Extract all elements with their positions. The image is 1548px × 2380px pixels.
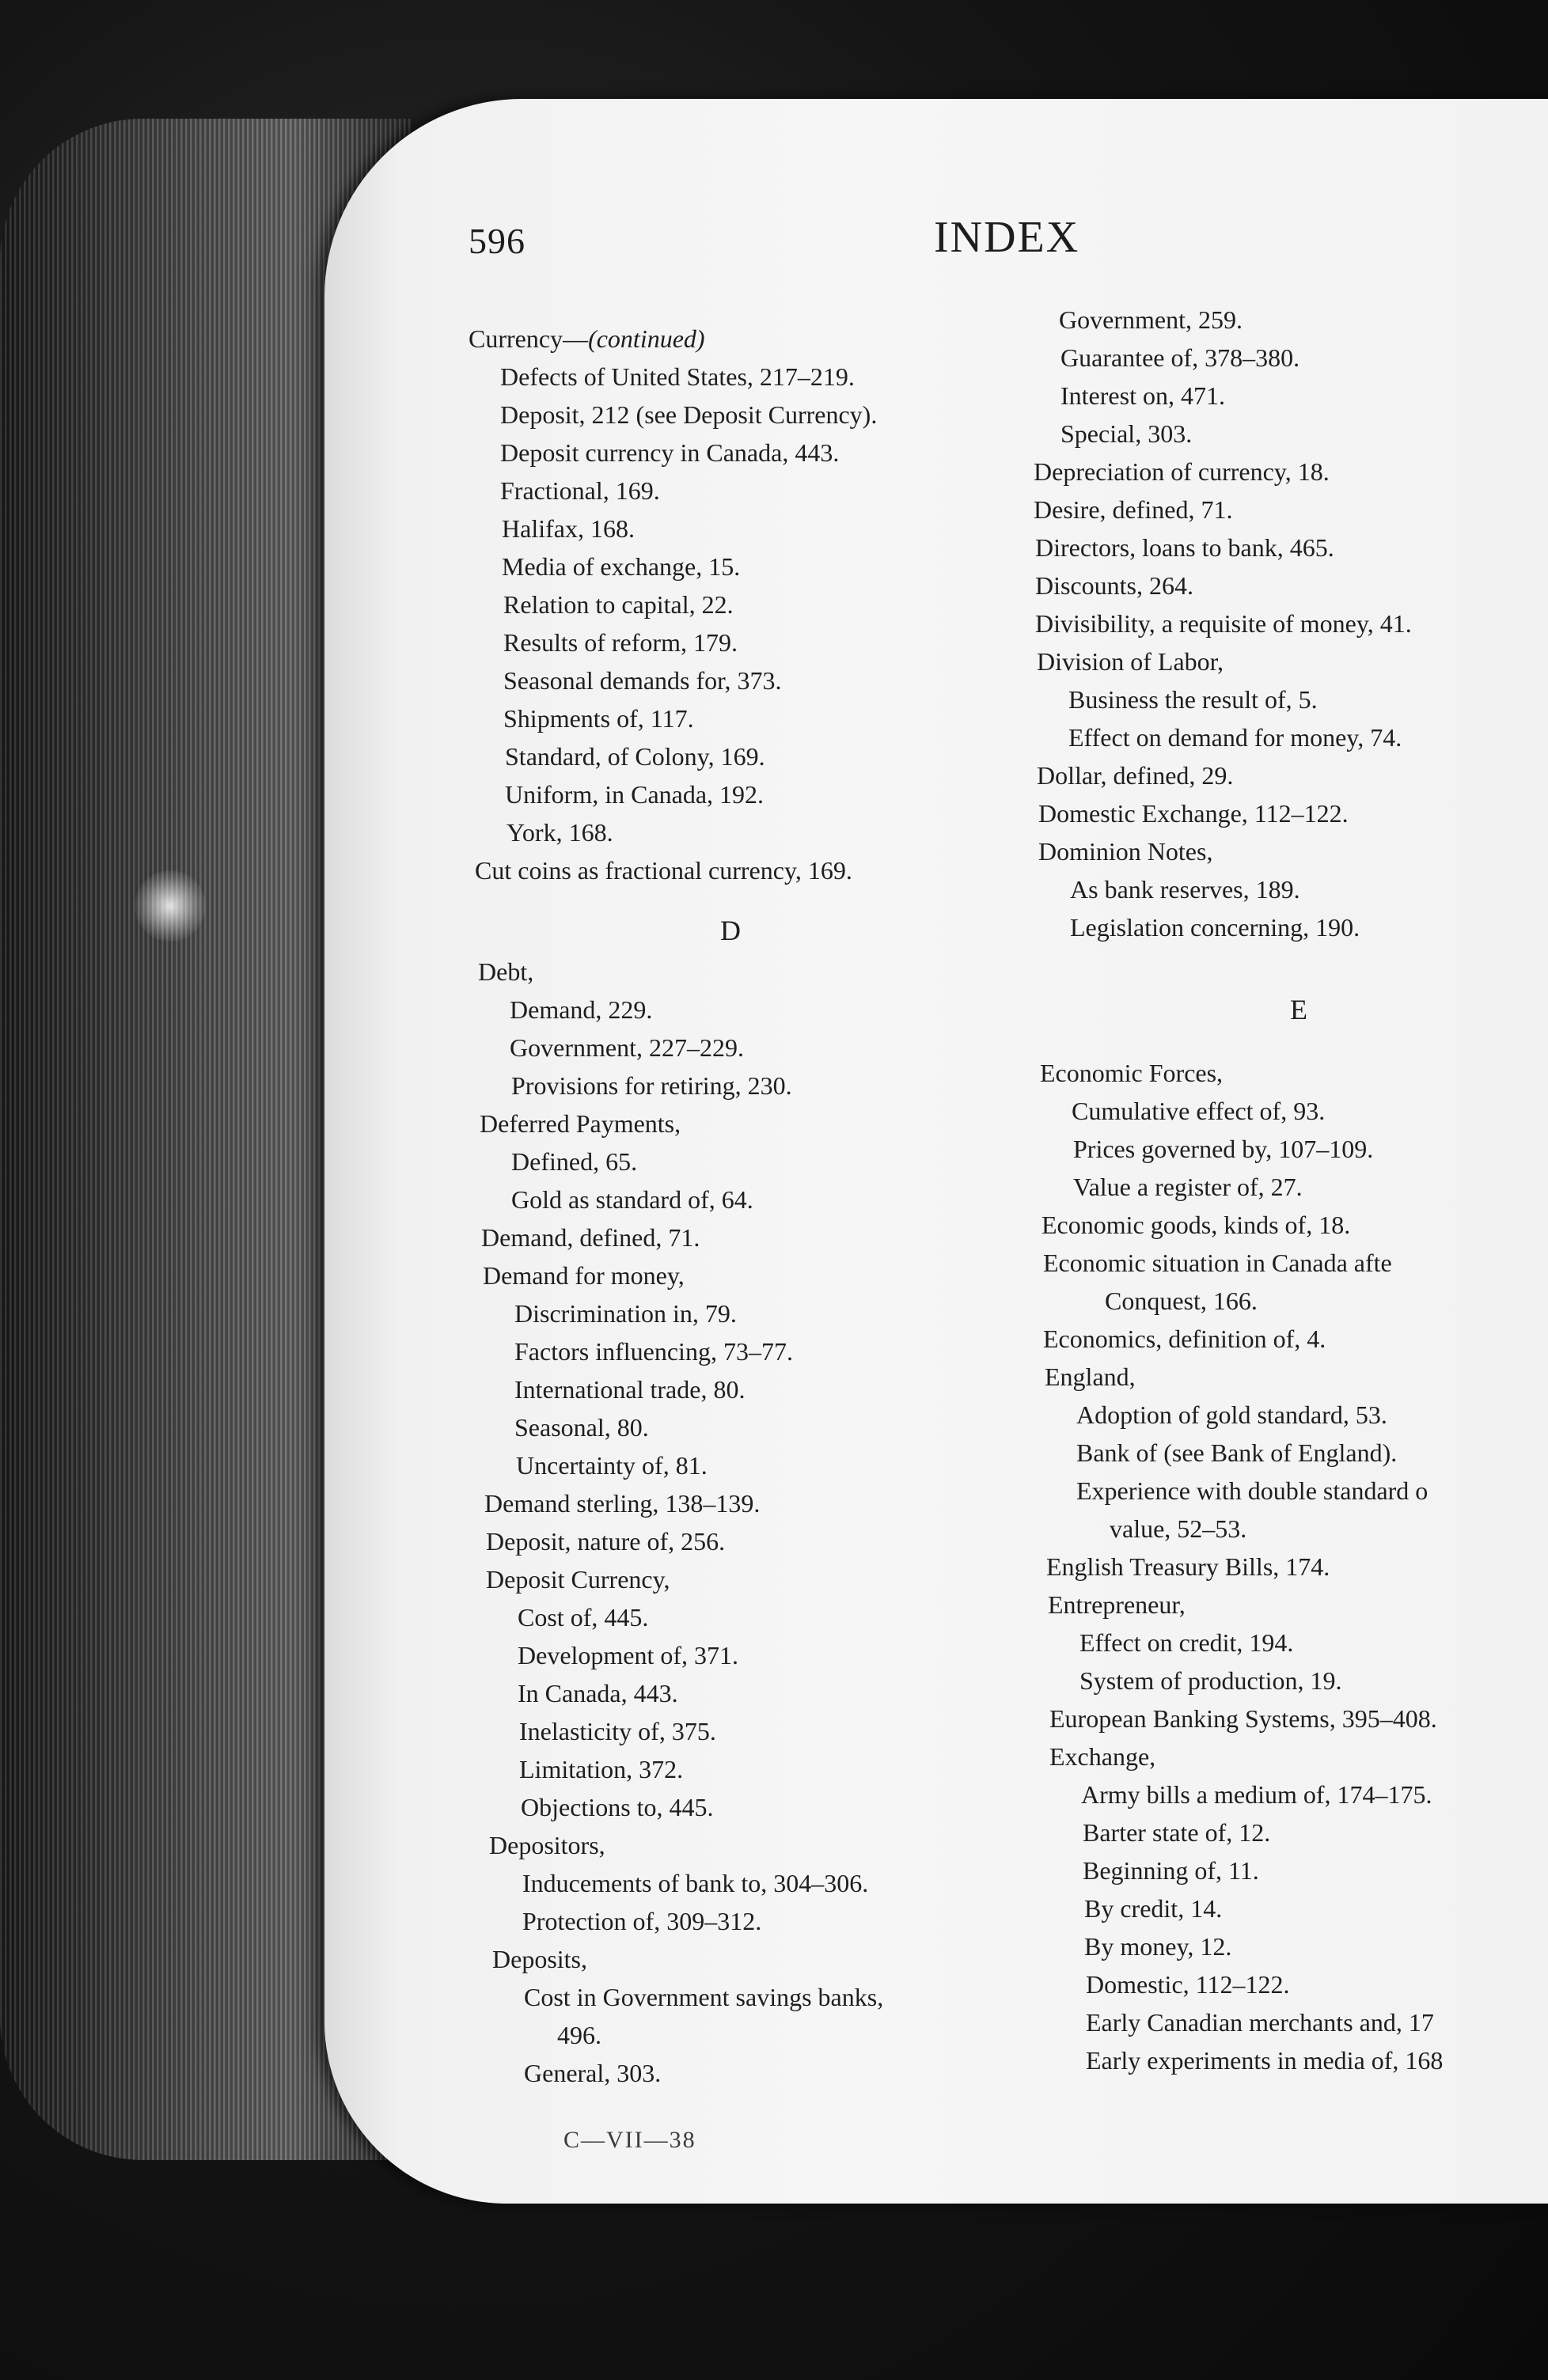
index-entry-text: Prices governed by, 107–109. xyxy=(1073,1135,1374,1163)
index-entry xyxy=(1060,419,1192,448)
index-entry xyxy=(514,1299,737,1328)
index-entry xyxy=(502,514,635,543)
index-entry xyxy=(1084,1932,1231,1961)
index-entry-text: Discounts, 264. xyxy=(1035,571,1193,600)
index-entry xyxy=(1034,457,1330,486)
index-entry-text: Uniform, in Canada, 192. xyxy=(505,780,765,809)
index-entry xyxy=(1038,837,1212,866)
index-entry-text: Economic Forces, xyxy=(1040,1059,1224,1087)
light-glare xyxy=(135,870,206,942)
index-entry xyxy=(1059,305,1243,334)
index-entry xyxy=(1037,647,1224,676)
index-entry xyxy=(1038,799,1349,828)
index-entry xyxy=(478,957,533,986)
index-entry xyxy=(1073,1173,1303,1201)
index-entry xyxy=(518,1641,738,1669)
index-entry-text: Government, 259. xyxy=(1059,305,1243,334)
index-entry xyxy=(503,704,694,733)
index-entry-text: Cumulative effect of, 93. xyxy=(1072,1097,1326,1125)
index-entry xyxy=(522,1869,868,1897)
index-entry xyxy=(507,818,613,847)
index-entry-text: Adoption of gold standard, 53. xyxy=(1076,1400,1387,1429)
index-entry-text: International trade, 80. xyxy=(514,1375,746,1404)
index-entry xyxy=(511,1147,637,1176)
index-entry-text: Depositors, xyxy=(489,1831,605,1859)
index-entry xyxy=(1076,1476,1428,1505)
index-entry xyxy=(503,590,734,619)
index-entry-text: By money, 12. xyxy=(1084,1932,1232,1961)
index-entry xyxy=(516,1451,708,1480)
index-entry xyxy=(1083,1818,1270,1847)
index-entry-text: Development of, 371. xyxy=(518,1641,739,1669)
index-entry-text: Dominion Notes, xyxy=(1038,837,1213,866)
index-entry-text: Cut coins as fractional currency, 169. xyxy=(475,856,852,885)
index-entry-text: Entrepreneur, xyxy=(1048,1590,1186,1619)
index-entry-text: Protection of, 309–312. xyxy=(522,1907,762,1935)
index-entry-text: Inelasticity of, 375. xyxy=(519,1717,716,1745)
section-letter xyxy=(1290,993,1307,1026)
index-entry xyxy=(1072,1097,1325,1125)
index-entry xyxy=(500,438,839,467)
index-entry-text: Interest on, 471. xyxy=(1060,381,1225,410)
index-entry-text: Divisibility, a requisite of money, 41. xyxy=(1035,609,1412,638)
index-entry-text: Special, 303. xyxy=(1060,419,1193,448)
index-entry xyxy=(1049,1742,1155,1771)
index-entry-text: General, 303. xyxy=(524,2059,662,2087)
index-entry-text: Desire, defined, 71. xyxy=(1034,495,1233,524)
index-entry-text: Economic goods, kinds of, 18. xyxy=(1041,1211,1351,1239)
index-entry xyxy=(557,2021,601,2049)
index-entry-text: Experience with double standard o xyxy=(1076,1476,1428,1505)
index-entry-text: Deferred Payments, xyxy=(480,1109,681,1138)
index-entry xyxy=(1079,1666,1342,1695)
index-entry xyxy=(1086,1970,1289,1999)
index-entry-text: Deposit, 212 (see Deposit Currency). xyxy=(500,400,878,429)
index-entry-text: Defined, 65. xyxy=(511,1147,638,1176)
index-entry-text: Defects of United States, 217–219. xyxy=(500,362,855,391)
index-entry xyxy=(1043,1325,1326,1353)
index-entry-text: Government, 227–229. xyxy=(510,1033,744,1062)
index-entry xyxy=(1070,875,1300,904)
index-entry xyxy=(1068,723,1402,752)
index-entry-text: Beginning of, 11. xyxy=(1083,1856,1259,1885)
index-entry-text: Factors influencing, 73–77. xyxy=(514,1337,793,1366)
index-entry xyxy=(486,1527,725,1556)
index-entry-text: Demand for money, xyxy=(483,1261,685,1290)
index-entry xyxy=(486,1565,670,1594)
index-entry xyxy=(524,2059,661,2087)
index-entry xyxy=(1086,2008,1434,2037)
index-entry xyxy=(1048,1590,1186,1619)
index-entry-text: Demand, 229. xyxy=(510,995,653,1024)
index-entry xyxy=(481,1223,700,1252)
index-entry xyxy=(1110,1514,1246,1543)
index-entry-text: Conquest, 166. xyxy=(1105,1287,1258,1315)
index-entry xyxy=(500,400,877,429)
index-entry xyxy=(1049,1704,1437,1733)
index-entry-text: Results of reform, 179. xyxy=(503,628,738,657)
index-entry-text: Early Canadian merchants and, 17 xyxy=(1086,2008,1434,2037)
continued-note: (continued) xyxy=(588,324,705,353)
index-entry xyxy=(1070,913,1360,942)
index-entry xyxy=(489,1831,605,1859)
index-entry xyxy=(1043,1249,1392,1277)
index-entry-text: Provisions for retiring, 230. xyxy=(511,1071,792,1100)
index-entry xyxy=(503,666,782,695)
index-entry-text: Guarantee of, 378–380. xyxy=(1060,343,1300,372)
index-entry-text: Domestic, 112–122. xyxy=(1086,1970,1290,1999)
index-entry xyxy=(1105,1287,1258,1315)
index-entry-text: Demand sterling, 138–139. xyxy=(484,1489,761,1518)
index-entry xyxy=(500,476,660,505)
index-entry-text: Division of Labor, xyxy=(1037,647,1224,676)
index-entry-text: Business the result of, 5. xyxy=(1068,685,1318,714)
index-entry-text: Deposit currency in Canada, 443. xyxy=(500,438,840,467)
index-entry xyxy=(519,1717,716,1745)
index-entry xyxy=(1084,1894,1222,1923)
index-entry-text: Cost in Government savings banks, xyxy=(524,1983,884,2011)
index-entry-text: Gold as standard of, 64. xyxy=(511,1185,753,1214)
index-entry-text: Exchange, xyxy=(1049,1742,1156,1771)
index-entry xyxy=(518,1679,678,1707)
index-entry xyxy=(1076,1438,1397,1467)
index-entry-text: Economics, definition of, 4. xyxy=(1043,1325,1326,1353)
index-entry xyxy=(519,1755,683,1783)
index-entry xyxy=(1076,1400,1387,1429)
index-entry xyxy=(1035,609,1412,638)
page-number: 596 xyxy=(469,221,525,261)
index-entry-text: Value a register of, 27. xyxy=(1073,1173,1303,1201)
index-entry-text: Bank of (see Bank of England). xyxy=(1076,1438,1398,1467)
index-entry-text: Fractional, 169. xyxy=(500,476,660,505)
index-entry xyxy=(480,1109,681,1138)
index-entry-text: Limitation, 372. xyxy=(519,1755,684,1783)
index-entry-text: E xyxy=(1290,994,1307,1025)
index-entry xyxy=(469,324,705,353)
index-entry-text: D xyxy=(720,915,741,946)
index-entry-text: Inducements of bank to, 304–306. xyxy=(522,1869,869,1897)
index-entry-text: value, 52–53. xyxy=(1110,1514,1247,1543)
index-entry xyxy=(505,780,764,809)
index-entry xyxy=(518,1603,648,1632)
index-entry xyxy=(475,856,852,885)
index-entry xyxy=(1045,1362,1136,1391)
index-entry-text: Demand, defined, 71. xyxy=(481,1223,700,1252)
index-entry xyxy=(484,1489,760,1518)
index-entry-text: Effect on demand for money, 74. xyxy=(1068,723,1402,752)
index-entry-text: English Treasury Bills, 174. xyxy=(1046,1552,1330,1581)
index-entry xyxy=(1068,685,1318,714)
index-entry-text: Deposits, xyxy=(492,1945,587,1973)
index-entry-text: Uncertainty of, 81. xyxy=(516,1451,708,1480)
index-entry-text: Currency— xyxy=(469,324,589,353)
index-entry-text: In Canada, 443. xyxy=(518,1679,678,1707)
index-entry-text: Dollar, defined, 29. xyxy=(1037,761,1234,790)
index-entry xyxy=(521,1793,714,1821)
index-entry-text: Objections to, 445. xyxy=(521,1793,714,1821)
index-entry-text: England, xyxy=(1045,1362,1136,1391)
index-entry xyxy=(1041,1211,1350,1239)
index-entry-text: 496. xyxy=(557,2021,601,2049)
index-entry-text: Effect on credit, 194. xyxy=(1079,1628,1294,1657)
index-entry-text: York, 168. xyxy=(507,818,613,847)
index-entry-text: European Banking Systems, 395–408. xyxy=(1049,1704,1437,1733)
index-entry xyxy=(510,995,652,1024)
index-entry xyxy=(511,1185,753,1214)
index-entry xyxy=(1073,1135,1373,1163)
index-entry-text: Economic situation in Canada afte xyxy=(1043,1249,1392,1277)
index-entry xyxy=(511,1071,792,1100)
index-entry xyxy=(1083,1856,1259,1885)
index-entry xyxy=(524,1983,883,2011)
index-entry xyxy=(1079,1628,1293,1657)
index-entry xyxy=(1081,1780,1432,1809)
index-entry-text: Relation to capital, 22. xyxy=(503,590,734,619)
index-entry-text: Legislation concerning, 190. xyxy=(1070,913,1360,942)
index-entry xyxy=(1086,2046,1443,2075)
index-entry-text: Standard, of Colony, 169. xyxy=(505,742,765,771)
index-entry xyxy=(505,742,765,771)
index-entry-text: Directors, loans to bank, 465. xyxy=(1035,533,1334,562)
index-entry-text: Halifax, 168. xyxy=(502,514,635,543)
index-entry-text: By credit, 14. xyxy=(1084,1894,1223,1923)
index-entry-text: As bank reserves, 189. xyxy=(1070,875,1300,904)
index-entry xyxy=(514,1413,649,1442)
index-entry xyxy=(1046,1552,1330,1581)
index-entry xyxy=(1060,343,1299,372)
index-entry xyxy=(1034,495,1232,524)
index-entry-text: Depreciation of currency, 18. xyxy=(1034,457,1330,486)
index-entry-text: Army bills a medium of, 174–175. xyxy=(1081,1780,1432,1809)
index-entry-text: Deposit Currency, xyxy=(486,1565,670,1594)
index-entry-text: Early experiments in media of, 168 xyxy=(1086,2046,1444,2075)
index-entry xyxy=(1060,381,1225,410)
index-entry xyxy=(492,1945,587,1973)
index-entry-text: Discrimination in, 79. xyxy=(514,1299,737,1328)
running-head: INDEX xyxy=(934,213,1080,262)
index-entry-text: Cost of, 445. xyxy=(518,1603,649,1632)
index-entry-text: Domestic Exchange, 112–122. xyxy=(1038,799,1349,828)
section-letter xyxy=(720,914,741,947)
index-entry xyxy=(1035,571,1193,600)
index-entry-text: Shipments of, 117. xyxy=(503,704,694,733)
index-entry xyxy=(522,1907,761,1935)
index-entry xyxy=(503,628,738,657)
index-entry xyxy=(483,1261,685,1290)
index-entry xyxy=(1035,533,1334,562)
index-entry-text: Deposit, nature of, 256. xyxy=(486,1527,726,1556)
index-entry xyxy=(514,1375,745,1404)
index-entry-text: Media of exchange, 15. xyxy=(502,552,741,581)
index-entry-text: System of production, 19. xyxy=(1079,1666,1342,1695)
index-entry xyxy=(510,1033,744,1062)
index-entry xyxy=(514,1337,793,1366)
index-entry xyxy=(500,362,855,391)
index-entry xyxy=(1040,1059,1223,1087)
index-entry xyxy=(1037,761,1233,790)
signature-mark: C—VII—38 xyxy=(563,2127,696,2153)
index-entry-text: Debt, xyxy=(478,957,534,986)
index-entry xyxy=(502,552,740,581)
index-entry-text: Barter state of, 12. xyxy=(1083,1818,1271,1847)
index-entry-text: Seasonal, 80. xyxy=(514,1413,649,1442)
index-entry-text: Seasonal demands for, 373. xyxy=(503,666,782,695)
